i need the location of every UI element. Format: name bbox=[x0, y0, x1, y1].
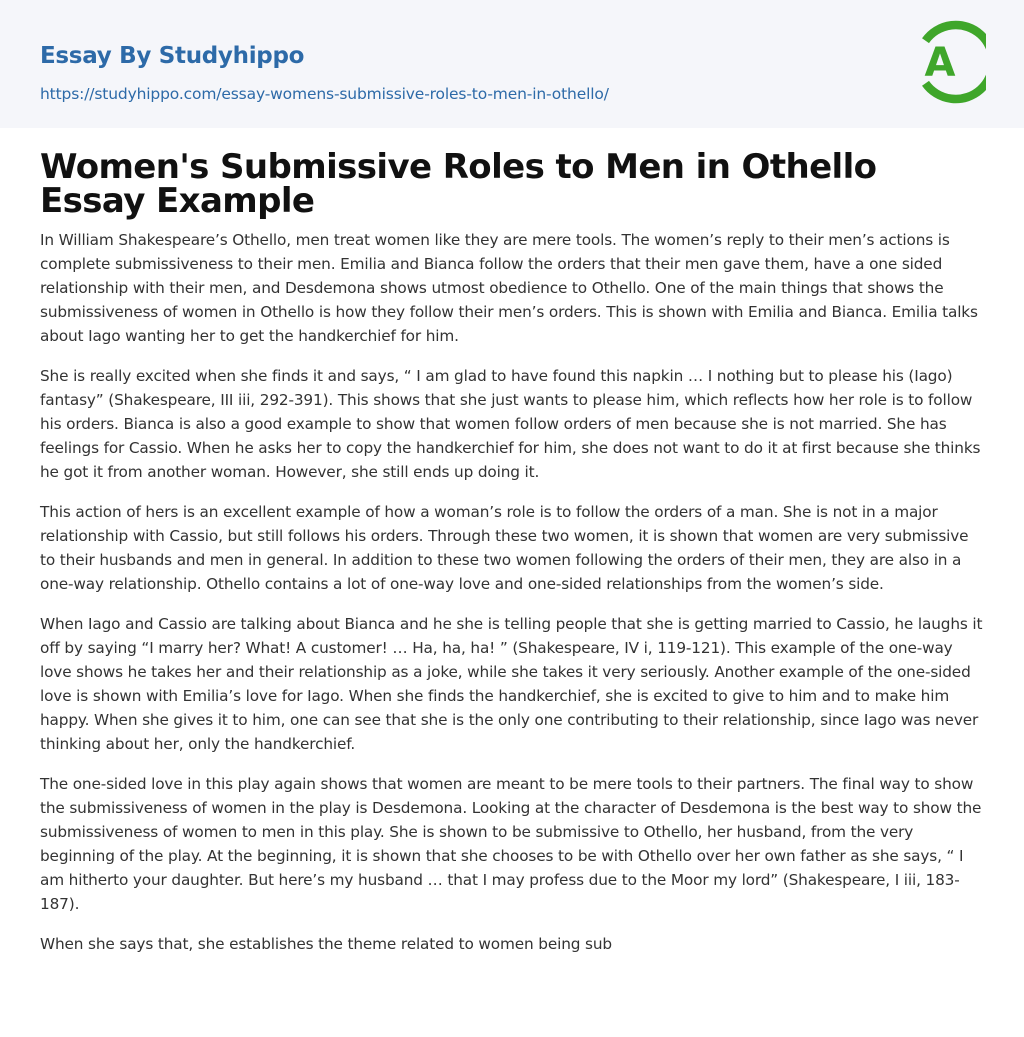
page-url-link[interactable]: https://studyhippo.com/essay-womens-submissive-roles-to-men-in-othello/ bbox=[40, 85, 609, 103]
paragraph-6-truncated: When she says that, she establishes the theme related to women being sub bbox=[40, 935, 612, 953]
paragraph-5: The one-sided love in this play again shows that women are meant to be mere tools to their partners. The final way to show the submissiveness of women in the play is Desdemona. Looking at the character of Desdemona is the best way to show the submissiveness of women to men in this play. She is shown to be submissive to Othello, her husband, from the very beginning of the play. At the beginning, it is shown that she chooses to be with Othello over her own father as she says, “ I am hitherto your daughter. But here’s my husband … that I may profess due to the Moor my lord” (Shakespeare, I iii, 183-187). bbox=[40, 775, 982, 913]
logo-letter: A bbox=[924, 40, 956, 86]
paragraph-4: When Iago and Cassio are talking about Bianca and he she is telling people that she is getting married to Cassio, he laughs it off by saying “I marry her? What! A customer! … Ha, ha, ha! ” (Shakespeare, IV i, 119-121). This example of the one-way love shows he takes her and their relationship as a joke, while she takes it very seriously. Another example of the one-sided love is shown with Emilia’s love for Iago. When she finds the handkerchief, she is excited to give to him and to make him happy. When she gives it to him, one can see that she is the only one contributing to their relationship, since Iago was never thinking about her, only the handkerchief. bbox=[40, 615, 983, 753]
paragraph-3: This action of hers is an excellent example of how a woman’s role is to follow the orders of a man. She is not in a major relationship with Cassio, but still follows his orders. Through these two women, it is shown that women are very submissive to their husbands and men in general. In addition to these two women following the orders of their men, they are also in a one-way relationship. Othello contains a lot of one-way love and one-sided relationships from the women’s side. bbox=[40, 503, 969, 593]
paragraph-2: She is really excited when she finds it and says, “ I am glad to have found this napkin … I nothing but to please his (Iago) fantasy” (Shakespeare, III iii, 292-391). This shows that she just wants to please him, which reflects how her role is to follow his orders. Bianca is also a good example to show that women follow orders of men because she is not married. She has feelings for Cassio. When he asks her to copy the handkerchief for him, she does not want to do it at first because she thinks he got it from another woman. However, she still ends up doing it. bbox=[40, 367, 981, 481]
site-name[interactable]: Essay By Studyhippo bbox=[40, 43, 305, 69]
studyhippo-logo-icon[interactable] bbox=[912, 19, 986, 105]
site-header bbox=[0, 0, 1024, 128]
article-title: Women's Submissive Roles to Men in Othello Essay Example bbox=[40, 147, 877, 221]
article-body bbox=[40, 228, 988, 972]
paragraph-1: In William Shakespeare’s Othello, men treat women like they are mere tools. The women’s reply to their men’s actions is complete submissiveness to their men. Emilia and Bianca follow the orders that their men gave them, have a one sided relationship with their men, and Desdemona shows utmost obedience to Othello. One of the main things that shows the submissiveness of women in Othello is how they follow their men’s orders. This is shown with Emilia and Bianca. Emilia talks about Iago wanting her to get the handkerchief for him. bbox=[40, 231, 978, 345]
